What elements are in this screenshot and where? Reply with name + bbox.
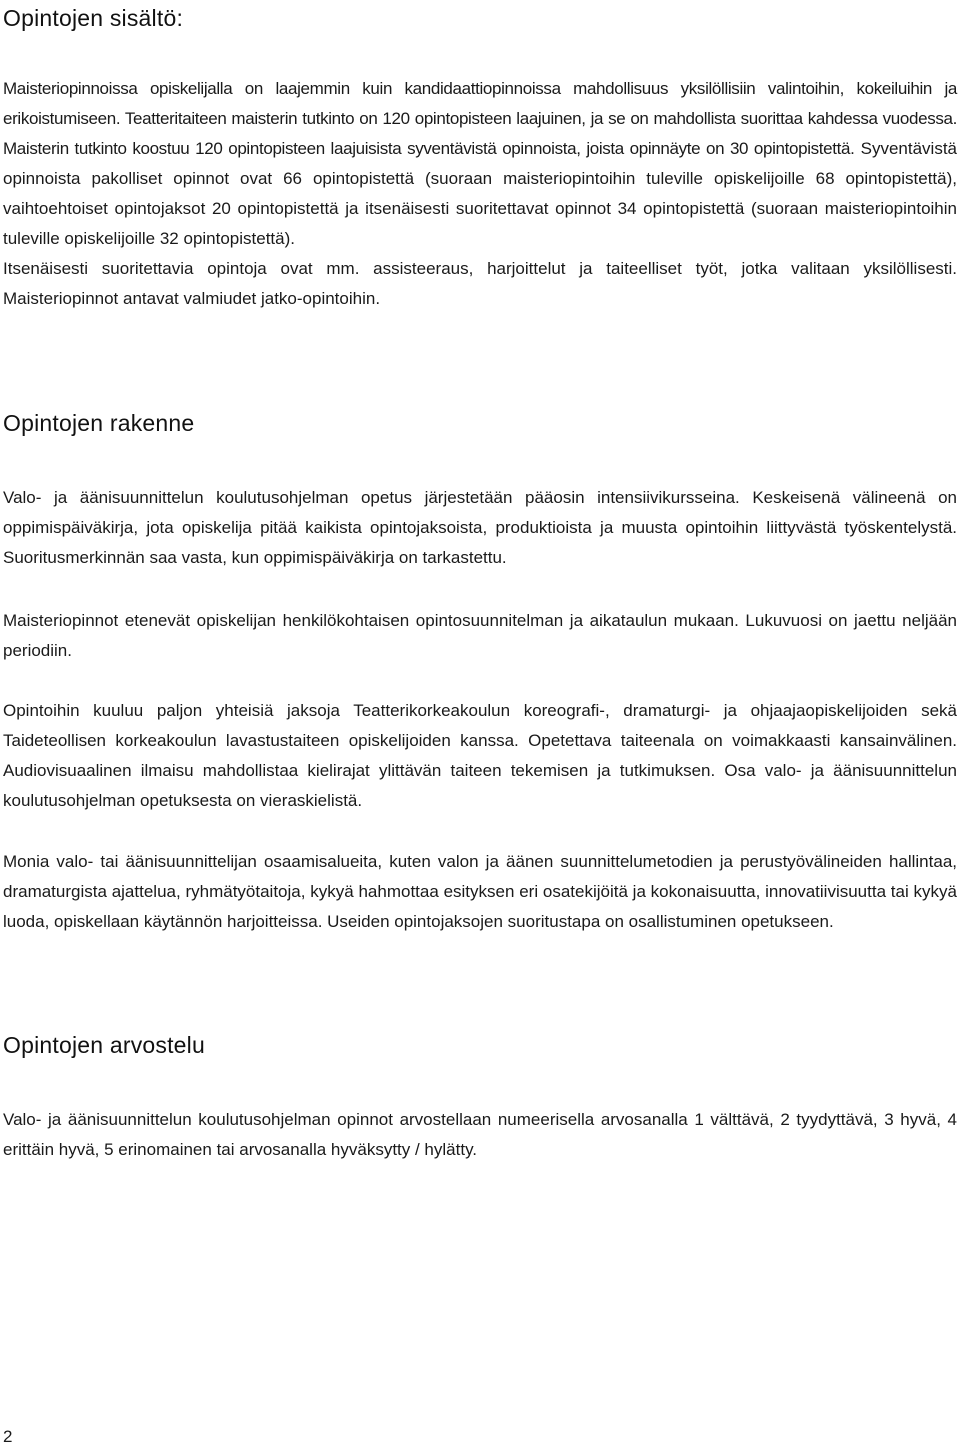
paragraph-structure-skills: Monia valo- tai äänisuunnittelijan osaamisalueita, kuten valon ja äänen suunnittelumetodien ja perustyövälineiden hallintaa, dramaturgista ajattelua, ryhmätyötaitoja, kykyä hahmottaa esityksen eri osatekijöitä ja kokonaisuutta, innovatiivisuutta tai kykyä luoda, opiskellaan käytännön harjoitteissa. Useiden opintojaksojen suoritustapa on osallistuminen opetukseen.	[3, 852, 957, 931]
heading-opintojen-sisalto: Opintojen sisältö:	[3, 5, 184, 31]
paragraph-grading: Valo- ja äänisuunnittelun koulutusohjelman opinnot arvostellaan numeerisella arvosanalla 1 välttävä, 2 tyydyttävä, 3 hyvä, 4 erittäin hyvä, 5 erinomainen tai arvosanalla hyväksytty / hylätty.	[3, 1110, 957, 1159]
paragraph-part-independent: Itsenäisesti suoritettavia opintoja ovat mm. assisteeraus, harjoittelut ja taiteelliset työt, jotka valitaan yksilöllisesti. Maisteriopinnot antavat valmiudet jatko-opintoihin.	[3, 259, 957, 308]
paragraph-structure-plan: Maisteriopinnot etenevät opiskelijan henkilökohtaisen opintosuunnitelman ja aikataulun mukaan. Lukuvuosi on jaettu neljään periodiin.	[3, 611, 957, 660]
paragraph-part-intro: Maisteriopinnoissa opiskelijalla on laajemmin kuin kandidaattiopinnoissa mahdollisuus yksilöllisiin valintoihin, kokeiluihin ja erikoistumiseen. Teatteritaiteen maisterin tutkinto on 120 opintopisteen laajuinen, ja se on mahdollista suorittaa kahdessa vuodessa. Maisterin tutkinto koostuu 120 opintopisteen laajuisista syventävistä opinnoista, joista opinnäyte on 30 opintopistettä.	[3, 79, 957, 158]
paragraph-structure-joint: Opintoihin kuuluu paljon yhteisiä jaksoja Teatterikorkeakoulun koreografi-, dramaturgi- ja ohjaajaopiskelijoiden sekä Taideteollisen korkeakoulun lavastustaiteen opiskelijoiden kanssa. Opetettava taiteenala on voimakkaasti kansainvälinen. Audiovisuaalinen ilmaisu mahdollistaa kielirajat ylittävän taiteen tekemisen ja tutkimuksen. Osa valo- ja äänisuunnittelun koulutusohjelman opetuksesta on vieraskielistä.	[3, 701, 957, 810]
heading-opintojen-rakenne: Opintojen rakenne	[3, 410, 195, 436]
page-number: 2	[3, 1427, 13, 1446]
paragraph-part-compulsory: Syventävistä opinnoista pakolliset opinnot ovat 66 opintopistettä (suoraan maisteriopintoihin tuleville opiskelijoille 68 opintopistettä), vaihtoehtoiset opintojaksot 20 opintopistettä ja itsenäisesti suoritettavat opinnot 34 opintopistettä (suoraan maisteriopintoihin tuleville opiskelijoille 32 opintopistettä).	[3, 139, 957, 248]
paragraph-structure-intensive: Valo- ja äänisuunnittelun koulutusohjelman opetus järjestetään pääosin intensiivikursseina. Keskeisenä välineenä on oppimispäiväkirja, jota opiskelija pitää kaikista opintojaksoista, produktioista ja muusta opintoihin liittyvästä työskentelystä. Suoritusmerkinnän saa vasta, kun oppimispäiväkirja on tarkastettu.	[3, 488, 957, 567]
heading-opintojen-arvostelu: Opintojen arvostelu	[3, 1032, 205, 1058]
paragraph-content-overview	[3, 74, 957, 314]
